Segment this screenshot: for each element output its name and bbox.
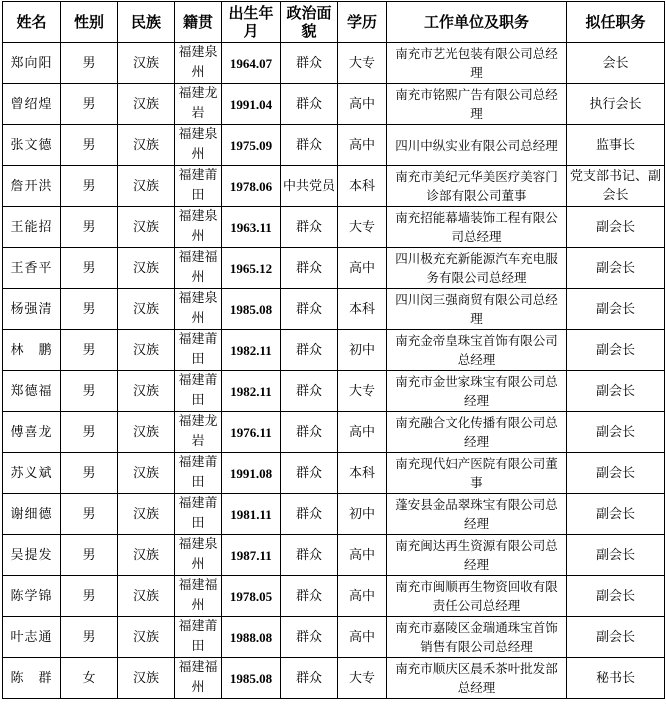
cell-birth: 1987.11 bbox=[222, 535, 281, 576]
cell-education: 高中 bbox=[338, 617, 387, 658]
cell-gender: 男 bbox=[61, 412, 118, 453]
cell-proposed-position: 执行会长 bbox=[567, 84, 665, 125]
cell-gender: 男 bbox=[61, 125, 118, 166]
cell-birth: 1965.12 bbox=[222, 248, 281, 289]
cell-name: 郑德福 bbox=[3, 371, 61, 412]
cell-ethnicity: 汉族 bbox=[118, 453, 175, 494]
cell-proposed-position: 会长 bbox=[567, 43, 665, 84]
cell-name: 陈 群 bbox=[3, 658, 61, 699]
cell-political: 群众 bbox=[281, 535, 338, 576]
cell-political: 群众 bbox=[281, 371, 338, 412]
cell-education: 大专 bbox=[338, 207, 387, 248]
cell-proposed-position: 副会长 bbox=[567, 371, 665, 412]
cell-political: 群众 bbox=[281, 617, 338, 658]
table-row bbox=[3, 166, 665, 207]
cell-native-place: 福建福州 bbox=[175, 658, 222, 699]
cell-birth: 1976.11 bbox=[222, 412, 281, 453]
cell-political: 群众 bbox=[281, 207, 338, 248]
cell-name: 陈学锦 bbox=[3, 576, 61, 617]
cell-education: 大专 bbox=[338, 658, 387, 699]
table-row bbox=[3, 535, 665, 576]
cell-name: 曾绍煌 bbox=[3, 84, 61, 125]
cell-education: 高中 bbox=[338, 576, 387, 617]
cell-gender: 男 bbox=[61, 207, 118, 248]
cell-native-place: 福建莆田 bbox=[175, 166, 222, 207]
cell-education: 本科 bbox=[338, 166, 387, 207]
cell-education: 初中 bbox=[338, 494, 387, 535]
cell-native-place: 福建莆田 bbox=[175, 494, 222, 535]
cell-education: 初中 bbox=[338, 330, 387, 371]
cell-work-unit: 南充市顺庆区晨禾茶叶批发部总经理 bbox=[387, 658, 567, 699]
cell-birth: 1978.06 bbox=[222, 166, 281, 207]
cell-ethnicity: 汉族 bbox=[118, 658, 175, 699]
table-row bbox=[3, 125, 665, 166]
cell-native-place: 福建泉州 bbox=[175, 43, 222, 84]
cell-education: 本科 bbox=[338, 453, 387, 494]
header-political: 政治面貌 bbox=[281, 2, 338, 43]
cell-proposed-position: 副会长 bbox=[567, 412, 665, 453]
cell-ethnicity: 汉族 bbox=[118, 43, 175, 84]
cell-gender: 男 bbox=[61, 248, 118, 289]
cell-proposed-position: 副会长 bbox=[567, 576, 665, 617]
cell-gender: 男 bbox=[61, 535, 118, 576]
cell-gender: 女 bbox=[61, 658, 118, 699]
table-row bbox=[3, 371, 665, 412]
table-row bbox=[3, 617, 665, 658]
cell-native-place: 福建福州 bbox=[175, 248, 222, 289]
cell-work-unit: 南充市艺光包装有限公司总经理 bbox=[387, 43, 567, 84]
cell-native-place: 福建龙岩 bbox=[175, 412, 222, 453]
table-row bbox=[3, 494, 665, 535]
cell-ethnicity: 汉族 bbox=[118, 576, 175, 617]
cell-ethnicity: 汉族 bbox=[118, 166, 175, 207]
cell-education: 高中 bbox=[338, 84, 387, 125]
cell-proposed-position: 副会长 bbox=[567, 494, 665, 535]
cell-proposed-position: 副会长 bbox=[567, 330, 665, 371]
cell-name: 詹开洪 bbox=[3, 166, 61, 207]
header-row bbox=[3, 2, 665, 43]
cell-work-unit: 南充融合文化传播有限公司总经理 bbox=[387, 412, 567, 453]
cell-proposed-position: 副会长 bbox=[567, 248, 665, 289]
cell-proposed-position: 副会长 bbox=[567, 535, 665, 576]
cell-proposed-position: 秘书长 bbox=[567, 658, 665, 699]
cell-gender: 男 bbox=[61, 84, 118, 125]
cell-work-unit: 南充金帝皇珠宝首饰有限公司总经理 bbox=[387, 330, 567, 371]
cell-political: 群众 bbox=[281, 43, 338, 84]
cell-birth: 1975.09 bbox=[222, 125, 281, 166]
cell-political: 群众 bbox=[281, 453, 338, 494]
header-birth: 出生年月 bbox=[222, 2, 281, 43]
cell-native-place: 福建莆田 bbox=[175, 330, 222, 371]
cell-ethnicity: 汉族 bbox=[118, 248, 175, 289]
cell-gender: 男 bbox=[61, 330, 118, 371]
cell-name: 郑向阳 bbox=[3, 43, 61, 84]
table-row bbox=[3, 84, 665, 125]
header-proposed-position: 拟任职务 bbox=[567, 2, 665, 43]
cell-name: 张文德 bbox=[3, 125, 61, 166]
cell-birth: 1982.11 bbox=[222, 330, 281, 371]
cell-work-unit: 南充市美纪元华美医疗美容门诊部有限公司董事 bbox=[387, 166, 567, 207]
cell-political: 群众 bbox=[281, 84, 338, 125]
cell-education: 高中 bbox=[338, 412, 387, 453]
cell-work-unit: 南充市铭熙广告有限公司总经理 bbox=[387, 84, 567, 125]
cell-work-unit: 四川中纵实业有限公司总经理 bbox=[387, 125, 567, 166]
cell-native-place: 福建泉州 bbox=[175, 535, 222, 576]
cell-proposed-position: 副会长 bbox=[567, 453, 665, 494]
cell-political: 群众 bbox=[281, 125, 338, 166]
table-row bbox=[3, 412, 665, 453]
cell-work-unit: 南充招能幕墙装饰工程有限公司总经理 bbox=[387, 207, 567, 248]
table-row bbox=[3, 207, 665, 248]
cell-gender: 男 bbox=[61, 617, 118, 658]
cell-ethnicity: 汉族 bbox=[118, 84, 175, 125]
cell-gender: 男 bbox=[61, 371, 118, 412]
header-ethnicity: 民族 bbox=[118, 2, 175, 43]
cell-birth: 1985.08 bbox=[222, 658, 281, 699]
cell-name: 傅喜龙 bbox=[3, 412, 61, 453]
cell-name: 叶志通 bbox=[3, 617, 61, 658]
member-table bbox=[2, 1, 665, 699]
cell-ethnicity: 汉族 bbox=[118, 412, 175, 453]
cell-ethnicity: 汉族 bbox=[118, 289, 175, 330]
cell-native-place: 福建泉州 bbox=[175, 207, 222, 248]
cell-proposed-position: 副会长 bbox=[567, 617, 665, 658]
cell-work-unit: 南充市金世家珠宝有限公司总经理 bbox=[387, 371, 567, 412]
cell-birth: 1991.04 bbox=[222, 84, 281, 125]
cell-work-unit: 南充闽达再生资源有限公司总经理 bbox=[387, 535, 567, 576]
cell-native-place: 福建泉州 bbox=[175, 125, 222, 166]
cell-birth: 1991.08 bbox=[222, 453, 281, 494]
table-body bbox=[3, 43, 665, 699]
cell-birth: 1963.11 bbox=[222, 207, 281, 248]
cell-work-unit: 南充市嘉陵区金瑞通珠宝首饰销售有限公司总经理 bbox=[387, 617, 567, 658]
cell-work-unit: 南充市闽顺再生物资回收有限责任公司总经理 bbox=[387, 576, 567, 617]
cell-native-place: 福建莆田 bbox=[175, 371, 222, 412]
cell-name: 林 鹏 bbox=[3, 330, 61, 371]
cell-education: 高中 bbox=[338, 535, 387, 576]
cell-birth: 1988.08 bbox=[222, 617, 281, 658]
header-name: 姓名 bbox=[3, 2, 61, 43]
cell-work-unit: 四川极充充新能源汽车充电服务有限公司总经理 bbox=[387, 248, 567, 289]
cell-name: 王能招 bbox=[3, 207, 61, 248]
table-row bbox=[3, 330, 665, 371]
cell-gender: 男 bbox=[61, 453, 118, 494]
cell-work-unit: 四川闵三强商贸有限公司总经理 bbox=[387, 289, 567, 330]
cell-education: 高中 bbox=[338, 125, 387, 166]
cell-birth: 1981.11 bbox=[222, 494, 281, 535]
cell-name: 王香平 bbox=[3, 248, 61, 289]
cell-ethnicity: 汉族 bbox=[118, 125, 175, 166]
cell-ethnicity: 汉族 bbox=[118, 494, 175, 535]
cell-political: 群众 bbox=[281, 248, 338, 289]
cell-native-place: 福建莆田 bbox=[175, 617, 222, 658]
cell-political: 群众 bbox=[281, 330, 338, 371]
cell-name: 谢细德 bbox=[3, 494, 61, 535]
cell-ethnicity: 汉族 bbox=[118, 207, 175, 248]
cell-work-unit: 南充现代妇产医院有限公司董事 bbox=[387, 453, 567, 494]
cell-gender: 男 bbox=[61, 289, 118, 330]
cell-birth: 1985.08 bbox=[222, 289, 281, 330]
cell-education: 大专 bbox=[338, 371, 387, 412]
cell-proposed-position: 副会长 bbox=[567, 289, 665, 330]
cell-political: 群众 bbox=[281, 576, 338, 617]
cell-native-place: 福建莆田 bbox=[175, 453, 222, 494]
table-row bbox=[3, 453, 665, 494]
cell-ethnicity: 汉族 bbox=[118, 371, 175, 412]
cell-name: 吴提发 bbox=[3, 535, 61, 576]
cell-gender: 男 bbox=[61, 43, 118, 84]
cell-proposed-position: 监事长 bbox=[567, 125, 665, 166]
cell-ethnicity: 汉族 bbox=[118, 330, 175, 371]
cell-native-place: 福建泉州 bbox=[175, 289, 222, 330]
cell-native-place: 福建龙岩 bbox=[175, 84, 222, 125]
cell-gender: 男 bbox=[61, 576, 118, 617]
cell-work-unit: 蓬安县金品翠珠宝有限公司总经理 bbox=[387, 494, 567, 535]
cell-education: 大专 bbox=[338, 43, 387, 84]
table-row bbox=[3, 43, 665, 84]
cell-name: 杨强清 bbox=[3, 289, 61, 330]
cell-political: 群众 bbox=[281, 658, 338, 699]
table-row bbox=[3, 248, 665, 289]
cell-political: 中共党员 bbox=[281, 166, 338, 207]
cell-birth: 1982.11 bbox=[222, 371, 281, 412]
table-row bbox=[3, 658, 665, 699]
table-row bbox=[3, 576, 665, 617]
table-row bbox=[3, 289, 665, 330]
cell-gender: 男 bbox=[61, 494, 118, 535]
cell-political: 群众 bbox=[281, 289, 338, 330]
cell-native-place: 福建福州 bbox=[175, 576, 222, 617]
header-education: 学历 bbox=[338, 2, 387, 43]
cell-name: 苏义斌 bbox=[3, 453, 61, 494]
cell-political: 群众 bbox=[281, 412, 338, 453]
cell-education: 本科 bbox=[338, 289, 387, 330]
header-native-place: 籍贯 bbox=[175, 2, 222, 43]
cell-gender: 男 bbox=[61, 166, 118, 207]
cell-birth: 1978.05 bbox=[222, 576, 281, 617]
header-work-unit: 工作单位及职务 bbox=[387, 2, 567, 43]
cell-political: 群众 bbox=[281, 494, 338, 535]
cell-education: 高中 bbox=[338, 248, 387, 289]
header-gender: 性别 bbox=[61, 2, 118, 43]
cell-proposed-position: 副会长 bbox=[567, 207, 665, 248]
cell-birth: 1964.07 bbox=[222, 43, 281, 84]
cell-proposed-position: 党支部书记、副会长 bbox=[567, 166, 665, 207]
cell-ethnicity: 汉族 bbox=[118, 535, 175, 576]
cell-ethnicity: 汉族 bbox=[118, 617, 175, 658]
